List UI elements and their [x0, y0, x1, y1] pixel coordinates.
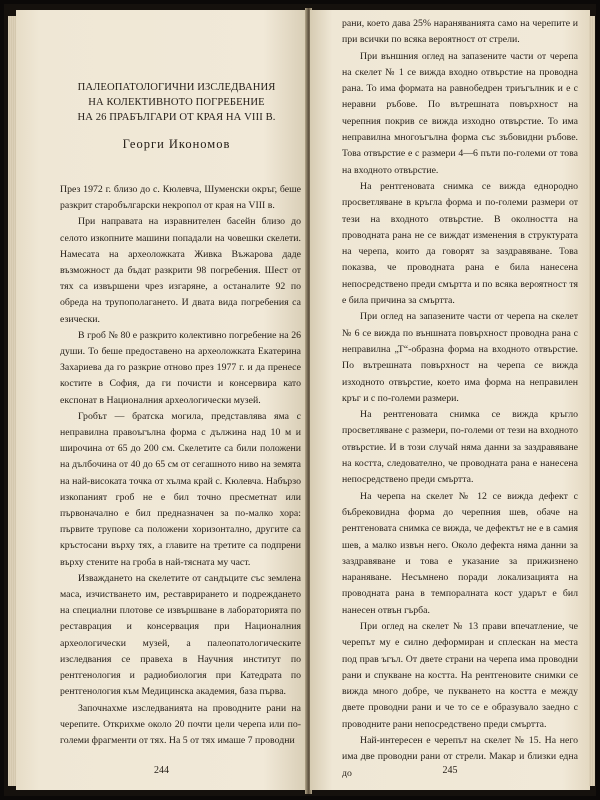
article-title — [60, 80, 293, 152]
title-line: НА КОЛЕКТИВНОТО ПОГРЕБЕНИЕ — [88, 97, 265, 108]
paragraph: Най-интересен е черепът на скелет № 15. На него има две проводни рани от стрели. Макар и близки една до — [342, 735, 578, 779]
paragraph: На черепа на скелет № 12 се вижда дефект с бъбрековидна форма до черепния шев, обаче на рентгеновата снимка се вижда, че дефектът не е в самия шев, а малко извън него. Около дефекта няма данни за заздравяване и това е указание за прижизнено нараняване. Несъмнено поради локализацията на проводната рана в темпоралната кост ударът е бил нанесен отвън гърба. — [342, 490, 578, 616]
page-number-left: 244 — [154, 765, 169, 776]
paragraph: На рентгеновата снимка се вижда еднородно просветляване в кръгла форма и по-големи размери от тези на входното отвърстие. В околността на проводната рана не се виждат изменения в структурата на черепа, които да говорят за заздравяване. Това показва, че проводната рана е била нанесена непосредствено преди смъртта и по всяка вероятност тя е била причина за смъртта. — [342, 180, 578, 307]
right-page — [310, 10, 590, 790]
left-page — [16, 10, 307, 790]
paragraph: Гробът — братска могила, представлява яма с неправилна правоъгълна форма с дължина над 10 м и широчина от 65 до 200 см. Скелетите са били положени на дълбочина от 40 до 65 см от сегашното ниво на земята на най-високата точка от хълма край с. Кюлевча. Набързо изкопаният гроб не е бил точно пресметнат или първоначално е бил предназначен за по-малко хора: първите трупове са положени хоризонтално, другите са кръстосани върху тях, а главите на третите са подпрени върху стените на гроба в най-тясната му част. — [60, 410, 301, 568]
paragraph: Изваждането на скелетите от сандъците със землена маса, изчистването им, реставрирането и подреждането на специални плотове се извършване в лабораторията по реставрация и консервация при Националния археологически музей, а палеопатологическите изследвания се правеха в Научния институт по рентгенология и радиобиология при Катедрата по рентгенология към Медицинска академия, база първа. — [60, 572, 301, 698]
author-name: Георги Икономов — [122, 137, 231, 151]
paragraph: На рентгеновата снимка се вижда кръгло просветляване с размери, по-големи от тези на входното отвърстие. И в този случай няма данни за заздравяване на костта, следователно, че проводната рана е нанесена непосредствено преди смъртта. — [342, 409, 578, 486]
page-edges-right — [589, 16, 595, 786]
open-book — [4, 4, 596, 796]
paragraph: При оглед на скелет № 13 прави впечатление, че черепът му е силно деформиран и сплескан на места под прав ъгъл. От двете страни на черепа има проводни рани и спукване на костта. На рентгеновите снимки се вижда много добре, че пукването на костта е между двете проводни рани и че то се е образувало заедно с проводните рани непосредствено преди смъртта. — [342, 620, 578, 730]
page-number-right: 245 — [442, 765, 458, 776]
paragraph: Започнахме изследванията на проводните рани на черепите. Открихме около 20 почти цели черепа или по-големи фрагменти от тях. На 5 от тях имаше 7 проводни — [60, 702, 301, 746]
title-line: НА 26 ПРАБЪЛГАРИ ОТ КРАЯ НА VIII В. — [77, 112, 276, 123]
title-line: ПАЛЕОПАТОЛОГИЧНИ ИЗСЛЕДВАНИЯ — [77, 82, 276, 93]
paragraph: При оглед на запазените части от черепа на скелет № 6 се вижда по външната повърхност проводна рана с неправилна „Т“-образна форма на входното отвърстие. По вътрешната повърхност на черепа се вижда изходното отвърстие, което има форма на неправилен кръг и с по-големи размери. — [342, 311, 578, 404]
paragraph: При направата на изравнителен басейн близо до селото изкопните машини попадали на човешки скелети. Намесата на археоложката Живка Въжарова даде възможност да бъдат разкрити 98 погребения. Шест от тях са извършени чрез изгаряне, а останалите 92 по обреда на трупополагането. И двата вида погребения са езически. — [60, 216, 301, 325]
paragraph: При външния оглед на запазените части от черепа на скелет № 1 се вижда входно отвърстие на проводна рана. То има формата на равнобедрен триъгълник и е с неравни ръбове. По вътрешната повърхност на черепния покрив се вижда изходно отвърстие. То има неправилна многоъгълна форма със зъбовидни ръбове. Това отвърстие е с размери 4—6 пъти по-големи от това на входното отвърстие. — [342, 50, 578, 176]
paragraph: В гроб № 80 е разкрито колективно погребение на 26 души. То беше предоставено на археоложката Екатерина Захариева да го разкрие отново през 1977 г. и да пренесе костите в София, да ги почисти и консервира като експонат в Националния археологически музей. — [60, 329, 301, 406]
paragraph: През 1972 г. близо до с. Кюлевча, Шуменски окръг, беше разкрит старобългарски некропол от края на VIII в. — [60, 184, 301, 212]
paragraph: рани, което дава 25% нараняванията само на черепите и при всички по всяка вероятност от стрели. — [342, 18, 578, 46]
